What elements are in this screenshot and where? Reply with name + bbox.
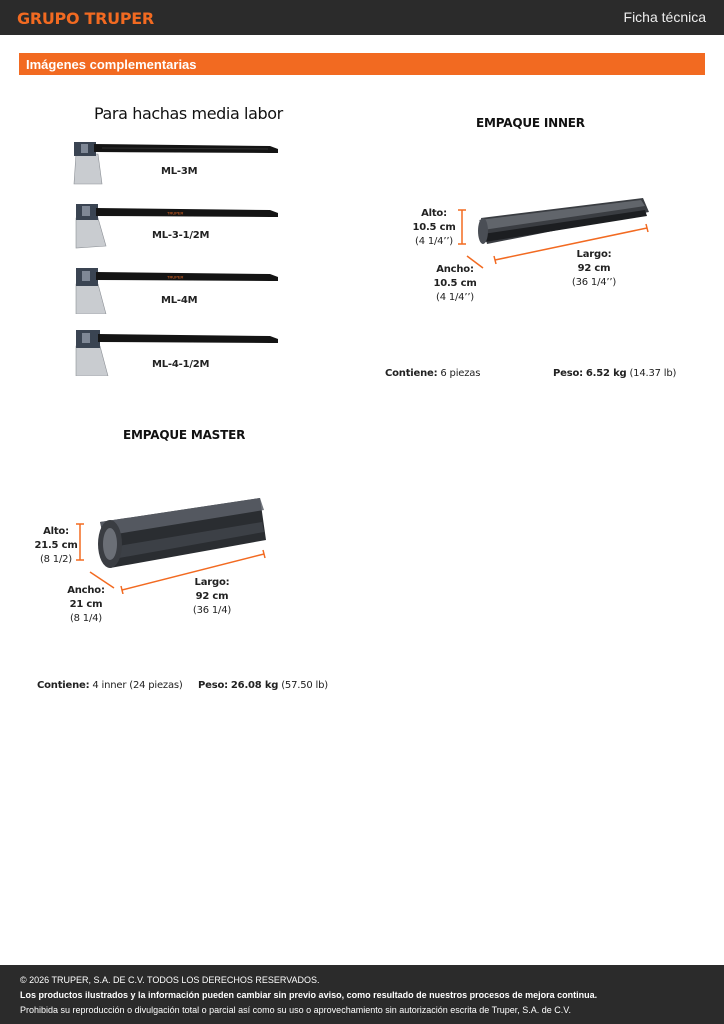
largo-value: 92 cm	[577, 263, 611, 274]
inner-ancho	[432, 263, 478, 305]
notice-text: Los productos ilustrados y la información pueden cambiar sin previo aviso, como resultado de nuestros procesos de mejora continua.	[20, 990, 598, 1000]
largo-label: Largo:	[194, 577, 230, 588]
inner-alto	[412, 207, 456, 249]
axe-image-1	[72, 138, 278, 186]
master-largo	[190, 576, 234, 618]
peso-pounds: (14.37 lb)	[629, 368, 677, 379]
top-bar	[0, 0, 724, 35]
alto-label: Alto:	[421, 208, 447, 219]
model-label: ML-4M	[161, 295, 198, 306]
ancho-label: Ancho:	[67, 585, 105, 596]
master-contents	[37, 680, 183, 691]
ancho-label: Ancho:	[436, 264, 474, 275]
ancho-value: 10.5 cm	[433, 278, 477, 289]
ancho-inches: (4 1/4’’)	[436, 292, 474, 303]
peso-pounds: (57.50 lb)	[281, 680, 328, 691]
inner-title: EMPAQUE INNER	[476, 116, 585, 130]
prohibition-text: Prohibida su reproducción o divulgación total o parcial así como su uso o aprovechamiento sin autorización escrita de Truper, S.A. de C.V.	[20, 1005, 571, 1015]
document-title: Ficha técnica	[623, 9, 706, 25]
master-alto	[34, 525, 78, 567]
peso-label: Peso:	[553, 368, 583, 379]
contiene-label: Contiene:	[385, 368, 438, 379]
contiene-label: Contiene:	[37, 680, 90, 691]
alto-value: 10.5 cm	[412, 222, 456, 233]
alto-inches: (8 1/2)	[39, 554, 73, 565]
largo-value: 92 cm	[195, 591, 229, 602]
axe-image-2	[72, 202, 278, 250]
alto-inches: (4 1/4’’)	[415, 236, 453, 247]
handle-brand: TRUPER	[167, 210, 184, 216]
largo-label: Largo:	[576, 249, 612, 260]
inner-weight	[553, 368, 676, 379]
peso-value: 26.08 kg	[230, 680, 279, 691]
section-title: Imágenes complementarias	[26, 57, 197, 72]
model-label: ML-3M	[161, 166, 198, 177]
master-title: EMPAQUE MASTER	[123, 428, 246, 442]
contiene-value: 6 piezas	[440, 368, 481, 379]
axe-image-3	[72, 266, 278, 314]
ancho-inches: (8 1/4)	[69, 613, 103, 624]
model-label: ML-4-1/2M	[152, 359, 210, 370]
alto-value: 21.5 cm	[34, 540, 78, 551]
largo-inches: (36 1/4)	[192, 605, 232, 616]
inner-largo	[570, 248, 618, 290]
peso-label: Peso:	[198, 680, 228, 691]
footer	[0, 965, 724, 1024]
alto-label: Alto:	[43, 526, 69, 537]
model-label: ML-3-1/2M	[152, 230, 210, 241]
products-title: Para hachas media labor	[94, 104, 283, 123]
master-weight	[198, 680, 328, 691]
section-header	[19, 53, 705, 75]
master-ancho	[64, 584, 108, 626]
ancho-value: 21 cm	[69, 599, 103, 610]
truper-logo: GRUPO TRUPER	[17, 9, 154, 28]
inner-package-image	[455, 190, 655, 270]
contiene-value: 4 inner (24 piezas)	[92, 680, 183, 691]
largo-inches: (36 1/4’’)	[571, 277, 617, 288]
master-package-image	[70, 492, 270, 594]
inner-contents	[385, 368, 480, 379]
handle-brand: TRUPER	[167, 274, 184, 280]
peso-value: 6.52 kg	[585, 368, 627, 379]
copyright-text: © 2026 TRUPER, S.A. DE C.V. TODOS LOS DERECHOS RESERVADOS.	[20, 975, 320, 985]
